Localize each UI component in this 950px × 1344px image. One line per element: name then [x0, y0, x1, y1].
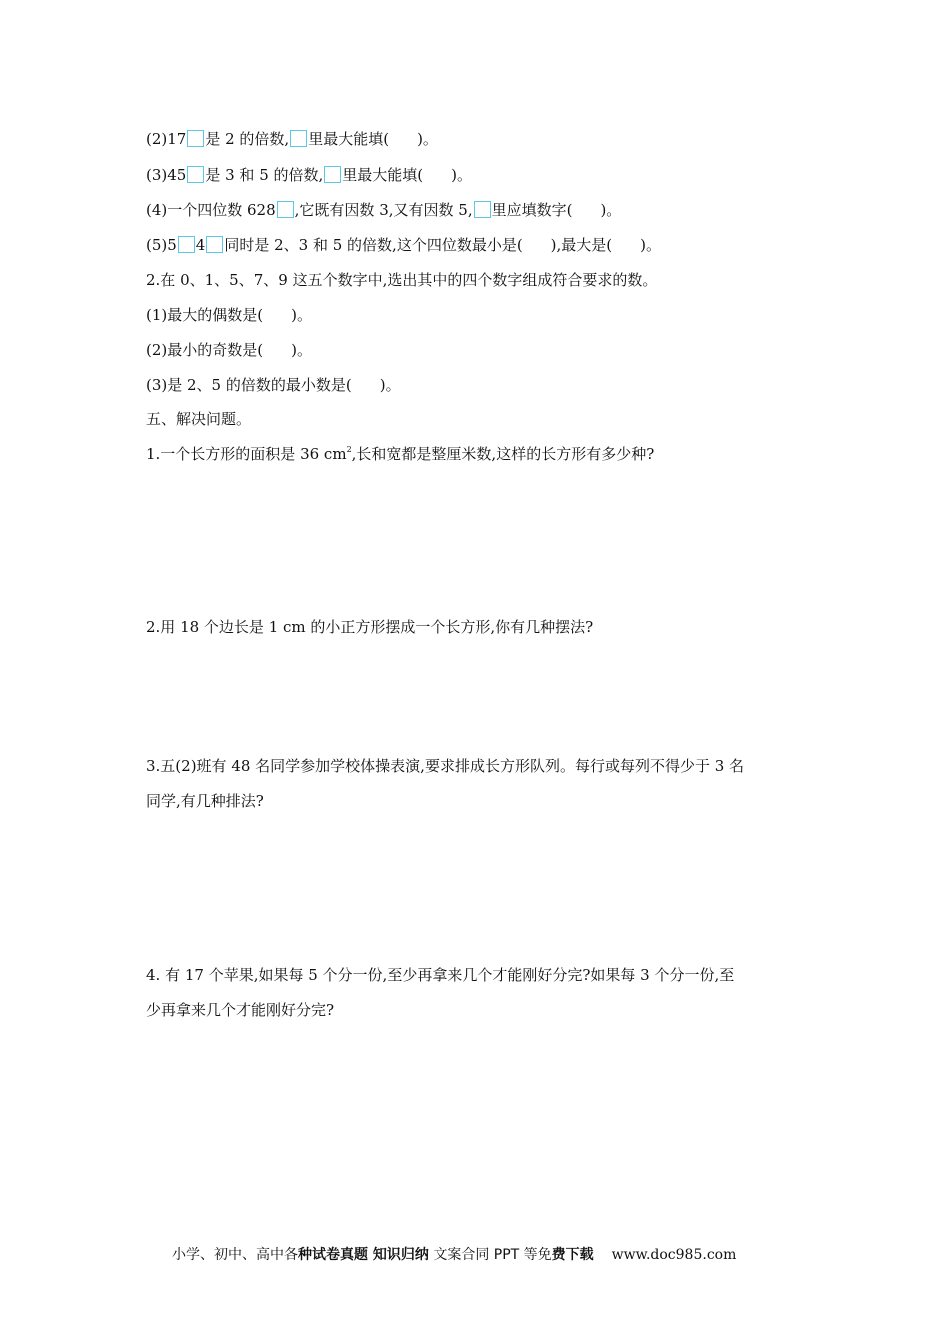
p1-superscript: 2 — [346, 445, 352, 454]
question-3-45 — [146, 165, 472, 185]
s2p3-end: )。 — [379, 376, 401, 394]
q4-prompt: 里应填数字( — [491, 201, 573, 219]
footer-text-4: 费下载 — [551, 1247, 594, 1263]
p1-text: 1.一个长方形的面积是 36 cm — [146, 445, 347, 463]
q4-prefix: (4)一个四位数 628 — [146, 201, 276, 219]
q2-prefix: (2)17 — [146, 130, 187, 148]
blank-box — [206, 236, 223, 253]
q3-prompt: 里最大能填( — [342, 166, 424, 184]
blank-box — [290, 130, 307, 147]
q5-mid: ),最大是( — [550, 236, 613, 254]
s2p2-text: (2)最小的奇数是( — [146, 341, 264, 359]
problem-3-line-2: 同学,有几种排法? — [146, 792, 264, 810]
q4-end: )。 — [600, 201, 622, 219]
p1-question: ,长和宽都是整厘米数,这样的长方形有多少种? — [351, 445, 655, 463]
footer-url[interactable]: www.doc985.com — [611, 1247, 737, 1263]
blank-box — [187, 166, 204, 183]
section-5-heading: 五、解决问题。 — [146, 410, 252, 428]
section-2-title: 2.在 0、1、5、7、9 这五个数字中,选出其中的四个数字组成符合要求的数。 — [146, 271, 658, 289]
s2p1-text: (1)最大的偶数是( — [146, 306, 264, 324]
s2p1-end: )。 — [291, 306, 312, 324]
s2p2-end: )。 — [291, 341, 312, 359]
q5-text: 同时是 2、3 和 5 的倍数,这个四位数最小是( — [224, 236, 523, 254]
q2-prompt: 里最大能填( — [308, 130, 390, 148]
s2p3-text: (3)是 2、5 的倍数的最小数是( — [146, 376, 352, 394]
footer-banner — [172, 1244, 736, 1264]
question-4-628 — [146, 200, 621, 220]
q3-end: )。 — [451, 166, 472, 184]
q2-text: 是 2 的倍数, — [205, 130, 290, 148]
footer-text-3: 文案合同 PPT 等免 — [428, 1247, 552, 1263]
problem-3-line-1: 3.五(2)班有 48 名同学参加学校体操表演,要求排成长方形队列。每行或每列不得少于 3 名 — [146, 757, 745, 775]
problem-2: 2.用 18 个边长是 1 cm 的小正方形摆成一个长方形,你有几种摆法? — [146, 618, 594, 636]
problem-4-line-2: 少再拿来几个才能刚好分完? — [146, 1001, 335, 1019]
section-2-part-1 — [146, 305, 312, 325]
blank-box — [324, 166, 341, 183]
problem-4-line-1: 4. 有 17 个苹果,如果每 5 个分一份,至少再拿来几个才能刚好分完?如果每 3 个分一份,至 — [146, 966, 735, 984]
section-2-part-3 — [146, 375, 401, 395]
q3-prefix: (3)45 — [146, 166, 187, 184]
q5-digit: 4 — [195, 236, 206, 254]
footer-text-1: 小学、初中、高中各 — [172, 1247, 298, 1263]
q4-text: ,它既有因数 3,又有因数 5, — [294, 201, 473, 219]
q5-prefix: (5)5 — [146, 236, 177, 254]
blank-box — [474, 201, 491, 218]
q2-end: )。 — [417, 130, 438, 148]
section-2-part-2 — [146, 340, 312, 360]
blank-box — [187, 130, 204, 147]
footer-text-2: 种试卷真题 知识归纳 — [298, 1247, 429, 1263]
blank-box — [277, 201, 294, 218]
q3-text: 是 3 和 5 的倍数, — [205, 166, 324, 184]
question-2-17 — [146, 129, 438, 149]
problem-1 — [146, 444, 654, 464]
blank-box — [178, 236, 195, 253]
q5-end: )。 — [640, 236, 662, 254]
question-5-four-digit — [146, 235, 661, 255]
